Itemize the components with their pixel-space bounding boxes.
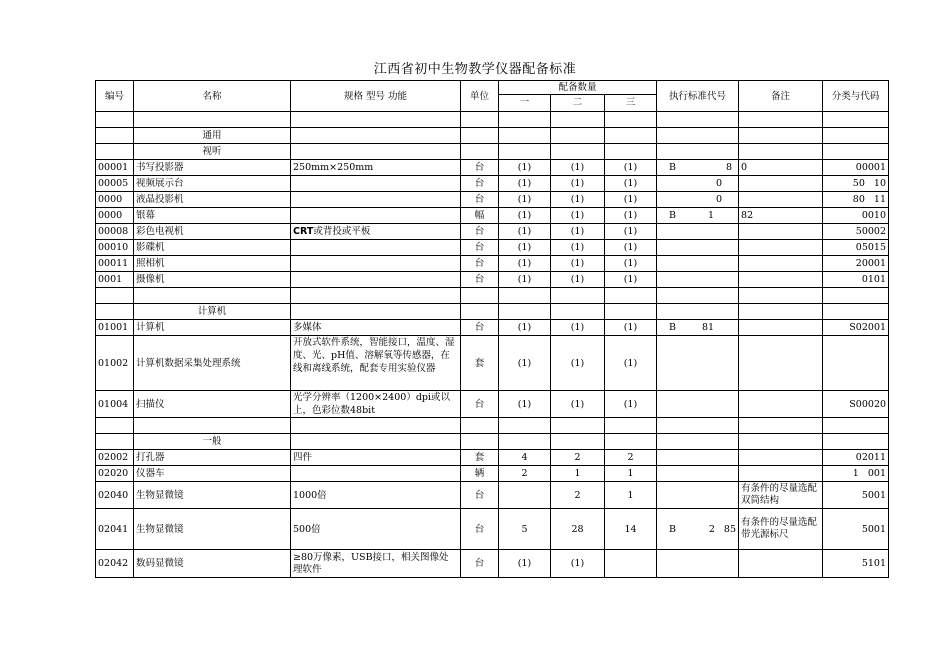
cell-cat: 0101	[823, 272, 889, 288]
cell-q3: (1)	[605, 176, 657, 192]
cell-cat: 5101	[823, 550, 889, 578]
cell-q3: (1)	[605, 160, 657, 176]
cell-code: 00008	[96, 224, 134, 240]
cell-code: 02040	[96, 482, 134, 509]
table-row	[96, 391, 889, 418]
cell-note	[739, 240, 823, 256]
cell-name: 扫描仪	[134, 391, 291, 418]
cell-q2: (1)	[551, 320, 605, 336]
std-prefix: B	[669, 322, 677, 333]
header-q2: 二	[551, 94, 605, 111]
cell-std	[657, 272, 739, 288]
cell-spec: 四件	[291, 450, 461, 466]
cell-q2: (1)	[551, 391, 605, 418]
cell-spec	[291, 224, 461, 240]
cell-name: 数码显微镜	[134, 550, 291, 578]
cell-cat: 02011	[823, 450, 889, 466]
cell-cat	[823, 336, 889, 391]
cell-q1: (1)	[499, 240, 551, 256]
cell-q1: (1)	[499, 336, 551, 391]
cell-note	[739, 550, 823, 578]
cell-q1: 2	[499, 466, 551, 482]
header-name: 名称	[134, 81, 291, 112]
section-row	[96, 144, 889, 160]
std-number: 0	[715, 178, 723, 189]
cell-unit: 台	[461, 240, 499, 256]
cell-std	[657, 256, 739, 272]
cell-std	[657, 320, 739, 336]
cell-q3: 1	[605, 466, 657, 482]
cell-spec: 多媒体	[291, 320, 461, 336]
cell-name: 彩色电视机	[134, 224, 291, 240]
table-row	[96, 256, 889, 272]
cell-name: 打孔器	[134, 450, 291, 466]
cell-q1: (1)	[499, 208, 551, 224]
cell-std	[657, 509, 739, 550]
cell-spec: ≥80万像素，USB接口，相关图像处理软件	[291, 550, 461, 578]
cell-note: 82	[739, 208, 823, 224]
cell-std	[657, 450, 739, 466]
std-prefix: B	[669, 523, 677, 535]
cell-unit: 台	[461, 550, 499, 578]
section-normal: 一般	[134, 434, 291, 450]
cell-note	[739, 192, 823, 208]
cell-std	[657, 482, 739, 509]
cell-std	[657, 192, 739, 208]
cell-note	[739, 176, 823, 192]
section-av: 视听	[134, 144, 291, 160]
cell-q2: 28	[551, 509, 605, 550]
cell-code: 00005	[96, 176, 134, 192]
cell-cat: 0010	[823, 208, 889, 224]
header-q1: 一	[499, 94, 551, 111]
cell-unit: 辆	[461, 466, 499, 482]
cell-q3: (1)	[605, 256, 657, 272]
cell-code: 01001	[96, 320, 134, 336]
cell-unit: 台	[461, 192, 499, 208]
table-row	[96, 160, 889, 176]
table-row	[96, 336, 889, 391]
cell-q2: 2	[551, 482, 605, 509]
cell-note	[739, 224, 823, 240]
cell-code: 02041	[96, 509, 134, 550]
cell-q2: (1)	[551, 208, 605, 224]
cell-code: 00001	[96, 160, 134, 176]
table-row	[96, 224, 889, 240]
table-row	[96, 466, 889, 482]
table-row	[96, 208, 889, 224]
table-row	[96, 272, 889, 288]
cell-q2: (1)	[551, 256, 605, 272]
cell-q1: (1)	[499, 272, 551, 288]
std-number: 8	[725, 162, 733, 173]
header-q3: 三	[605, 94, 657, 111]
cell-q1: (1)	[499, 224, 551, 240]
cell-unit: 台	[461, 224, 499, 240]
cell-unit: 套	[461, 336, 499, 391]
table-row	[96, 450, 889, 466]
cell-name: 计算机数据采集处理系统	[134, 336, 291, 391]
cell-spec	[291, 256, 461, 272]
cell-spec: 光学分辨率（1200×2400）dpi或以上，色彩位数48bit	[291, 391, 461, 418]
cell-code: 0000	[96, 208, 134, 224]
cell-name: 视频展示台	[134, 176, 291, 192]
cell-name: 液晶投影机	[134, 192, 291, 208]
header-row	[96, 81, 889, 95]
cell-q3: (1)	[605, 391, 657, 418]
cell-unit: 台	[461, 272, 499, 288]
spec-text: 或背投或平板	[313, 226, 371, 237]
cell-name: 计算机	[134, 320, 291, 336]
header-cat: 分类与代码	[823, 81, 889, 112]
cell-cat: 20001	[823, 256, 889, 272]
cell-note	[739, 256, 823, 272]
cell-unit: 套	[461, 450, 499, 466]
cell-code: 00011	[96, 256, 134, 272]
table-row	[96, 482, 889, 509]
cell-q1: (1)	[499, 320, 551, 336]
cell-std	[657, 208, 739, 224]
cell-spec	[291, 208, 461, 224]
cell-unit: 台	[461, 509, 499, 550]
cell-note	[739, 391, 823, 418]
cell-cat: 80 11	[823, 192, 889, 208]
header-qty: 配备数量	[499, 81, 657, 95]
cell-q2: (1)	[551, 336, 605, 391]
cell-cat: 50002	[823, 224, 889, 240]
header-code: 编号	[96, 81, 134, 112]
cell-note	[739, 320, 823, 336]
cell-cat: 5001	[823, 509, 889, 550]
cell-q3: (1)	[605, 208, 657, 224]
cell-code: 0000	[96, 192, 134, 208]
header-spec: 规格 型号 功能	[291, 81, 461, 112]
section-row	[96, 434, 889, 450]
cell-name: 银幕	[134, 208, 291, 224]
cell-q3: (1)	[605, 192, 657, 208]
cell-note	[739, 450, 823, 466]
cell-q3: 2	[605, 450, 657, 466]
cell-spec: 1000倍	[291, 482, 461, 509]
cell-spec: 250mm×250mm	[291, 160, 461, 176]
cell-unit: 幅	[461, 208, 499, 224]
cell-q3: 1	[605, 482, 657, 509]
cell-spec	[291, 192, 461, 208]
blank-row	[96, 418, 889, 434]
cell-q2: (1)	[551, 272, 605, 288]
cell-q2: (1)	[551, 176, 605, 192]
cell-note	[739, 336, 823, 391]
cell-q1: (1)	[499, 176, 551, 192]
cell-cat: 00001	[823, 160, 889, 176]
cell-q3: (1)	[605, 240, 657, 256]
cell-spec	[291, 272, 461, 288]
cell-name: 书写投影器	[134, 160, 291, 176]
cell-unit: 台	[461, 320, 499, 336]
cell-q2: (1)	[551, 550, 605, 578]
equipment-table	[95, 80, 889, 578]
cell-q2: 2	[551, 450, 605, 466]
std-number: 0	[715, 194, 723, 205]
section-general: 通用	[134, 128, 291, 144]
cell-spec	[291, 240, 461, 256]
cell-std	[657, 160, 739, 176]
std-prefix: B	[669, 162, 677, 173]
std-number: 81	[701, 322, 715, 333]
cell-spec	[291, 176, 461, 192]
cell-q1: (1)	[499, 256, 551, 272]
header-std: 执行标准代号	[657, 81, 739, 112]
cell-q2: (1)	[551, 224, 605, 240]
cell-q1: (1)	[499, 160, 551, 176]
cell-code: 0001	[96, 272, 134, 288]
cell-q1: 5	[499, 509, 551, 550]
spec-bold: CRT	[293, 226, 314, 237]
cell-cat: 1 001	[823, 466, 889, 482]
cell-name: 摄像机	[134, 272, 291, 288]
cell-name: 照相机	[134, 256, 291, 272]
section-row	[96, 128, 889, 144]
cell-q1: (1)	[499, 192, 551, 208]
blank-row	[96, 112, 889, 128]
cell-q2: (1)	[551, 192, 605, 208]
cell-std	[657, 176, 739, 192]
cell-unit: 台	[461, 482, 499, 509]
cell-q3	[605, 550, 657, 578]
cell-code: 02020	[96, 466, 134, 482]
cell-cat: 50 10	[823, 176, 889, 192]
cell-code: 02042	[96, 550, 134, 578]
cell-spec: 500倍	[291, 509, 461, 550]
cell-spec: 开放式软件系统，智能接口，温度、湿度、光、pH值、溶解氧等传感器，在线和离线系统，配套专用实验仪器	[291, 336, 461, 391]
cell-cat: 5001	[823, 482, 889, 509]
cell-note	[739, 272, 823, 288]
blank-row	[96, 288, 889, 304]
section-row	[96, 304, 889, 320]
cell-q1: (1)	[499, 550, 551, 578]
std-number: 1	[707, 210, 715, 221]
table-row	[96, 192, 889, 208]
cell-q3: 14	[605, 509, 657, 550]
cell-note	[739, 466, 823, 482]
header-note: 备注	[739, 81, 823, 112]
cell-unit: 台	[461, 391, 499, 418]
table-row	[96, 240, 889, 256]
cell-name: 生物显微镜	[134, 482, 291, 509]
cell-note: 0	[739, 160, 823, 176]
table-row	[96, 550, 889, 578]
cell-code: 00010	[96, 240, 134, 256]
cell-q2: (1)	[551, 240, 605, 256]
cell-std	[657, 550, 739, 578]
cell-q3: (1)	[605, 272, 657, 288]
cell-q1	[499, 482, 551, 509]
cell-std	[657, 391, 739, 418]
cell-note: 有条件的尽量选配带光源标尺	[739, 509, 823, 550]
cell-q3: (1)	[605, 224, 657, 240]
cell-cat: S02001	[823, 320, 889, 336]
cell-q3: (1)	[605, 336, 657, 391]
cell-code: 02002	[96, 450, 134, 466]
cell-code: 01004	[96, 391, 134, 418]
table-row	[96, 509, 889, 550]
cell-unit: 台	[461, 176, 499, 192]
cell-name: 影碟机	[134, 240, 291, 256]
cell-name: 仪器车	[134, 466, 291, 482]
cell-q1: 4	[499, 450, 551, 466]
cell-q2: (1)	[551, 160, 605, 176]
cell-std	[657, 240, 739, 256]
cell-unit: 台	[461, 160, 499, 176]
cell-unit: 台	[461, 256, 499, 272]
cell-name: 生物显微镜	[134, 509, 291, 550]
cell-q2: 1	[551, 466, 605, 482]
page-title: 江西省初中生物教学仪器配备标准	[373, 62, 577, 77]
cell-cat: S00020	[823, 391, 889, 418]
table-row	[96, 320, 889, 336]
cell-code: 01002	[96, 336, 134, 391]
cell-std	[657, 224, 739, 240]
cell-q3: (1)	[605, 320, 657, 336]
cell-note: 有条件的尽量选配双筒结构	[739, 482, 823, 509]
cell-cat: 05015	[823, 240, 889, 256]
section-computer: 计算机	[134, 304, 291, 320]
table-row	[96, 176, 889, 192]
std-number: 2 85	[708, 523, 737, 535]
cell-std	[657, 336, 739, 391]
cell-std	[657, 466, 739, 482]
cell-spec	[291, 466, 461, 482]
std-prefix: B	[669, 210, 677, 221]
header-unit: 单位	[461, 81, 499, 112]
cell-q1: (1)	[499, 391, 551, 418]
